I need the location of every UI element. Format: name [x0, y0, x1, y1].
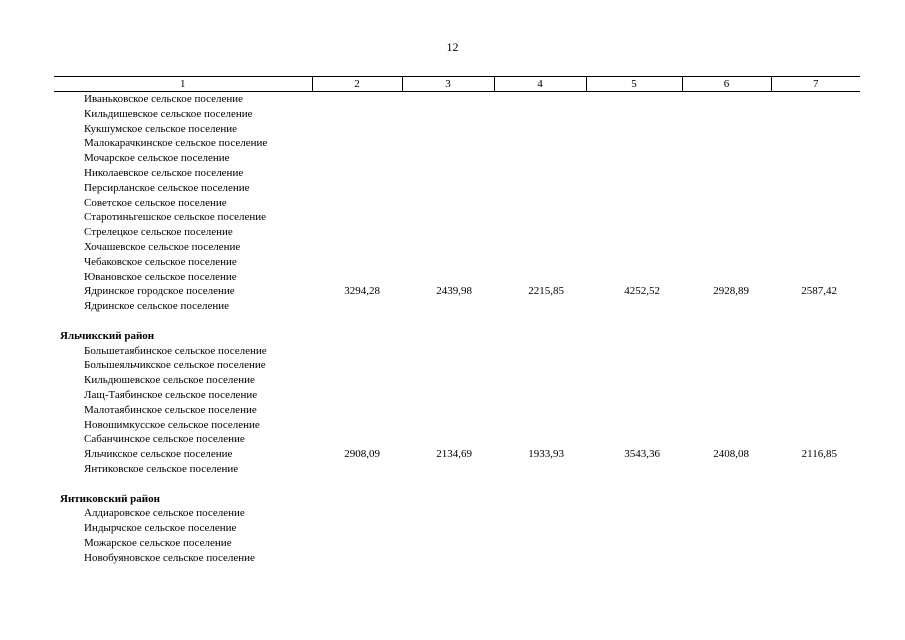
value-cell-col-6 [682, 151, 771, 166]
value-cell-col-4 [494, 373, 586, 388]
value-cell-col-5 [586, 551, 682, 566]
value-cell-col-3 [402, 388, 494, 403]
value-cell-col-5 [586, 536, 682, 551]
value-cell-col-7 [771, 107, 860, 122]
value-cell-col-4 [494, 344, 586, 359]
settlement-name: Индырчское сельское поселение [84, 522, 237, 535]
value-cell-col-4 [494, 506, 586, 521]
value-cell-col-2 [312, 210, 402, 225]
value-cell-col-2 [312, 166, 402, 181]
value-cell-col-4: 2215,85 [528, 285, 564, 298]
value-cell-col-2 [312, 270, 402, 285]
settlement-name: Старотиньгешское сельское поселение [84, 211, 267, 224]
value-cell-col-2 [312, 418, 402, 433]
column-header-1: 1 [54, 77, 312, 92]
value-cell-col-5 [586, 344, 682, 359]
value-cell-col-6 [682, 255, 771, 270]
column-header-5: 5 [586, 77, 682, 92]
value-cell-col-4 [494, 358, 586, 373]
value-cell-col-7 [771, 506, 860, 521]
table-row [54, 225, 860, 240]
table-row [54, 344, 860, 359]
value-cell-col-6 [682, 536, 771, 551]
table-header [54, 77, 860, 92]
value-cell-col-6 [682, 181, 771, 196]
table-row [54, 196, 860, 211]
value-cell-col-7 [771, 521, 860, 536]
value-cell-col-3 [402, 255, 494, 270]
value-cell-col-3 [402, 373, 494, 388]
value-cell-col-6 [682, 373, 771, 388]
value-cell-col-4 [494, 166, 586, 181]
value-cell-col-2 [312, 344, 402, 359]
value-cell-col-7 [771, 418, 860, 433]
value-cell-col-4 [494, 536, 586, 551]
value-cell-col-4 [494, 136, 586, 151]
spacer-cell [54, 314, 860, 329]
value-cell-col-3 [402, 166, 494, 181]
value-cell-col-3 [402, 506, 494, 521]
value-cell-col-2 [312, 373, 402, 388]
district-heading-row [54, 329, 860, 344]
value-cell-col-5 [586, 462, 682, 477]
settlement-name: Малокарачкинское сельское поселение [84, 137, 268, 150]
value-cell-col-3: 2134,69 [436, 448, 472, 461]
table-row [54, 122, 860, 137]
value-cell-col-5 [586, 388, 682, 403]
value-cell-col-5 [586, 107, 682, 122]
value-cell-col-2 [312, 196, 402, 211]
value-cell-col-5 [586, 210, 682, 225]
value-cell-col-3 [402, 403, 494, 418]
settlement-name: Мочарское сельское поселение [84, 152, 230, 165]
value-cell-col-7 [771, 270, 860, 285]
value-cell-col-6 [682, 299, 771, 314]
value-cell-col-7 [771, 299, 860, 314]
value-cell-col-7 [771, 210, 860, 225]
table-row [54, 299, 860, 314]
spacer-cell [54, 477, 860, 492]
data-table [54, 76, 860, 566]
value-cell-col-7 [771, 181, 860, 196]
value-cell-col-7 [771, 432, 860, 447]
settlement-name: Персирланское сельское поселение [84, 181, 250, 194]
value-cell-col-3 [402, 107, 494, 122]
column-header-4: 4 [494, 77, 586, 92]
value-cell-col-4 [494, 151, 586, 166]
table-row [54, 270, 860, 285]
value-cell-col-2 [312, 403, 402, 418]
value-cell-col-3 [402, 181, 494, 196]
value-cell-col-6 [682, 196, 771, 211]
value-cell-col-2 [312, 225, 402, 240]
value-cell-col-5 [586, 299, 682, 314]
value-cell-col-4 [494, 521, 586, 536]
value-cell-col-6 [682, 551, 771, 566]
value-cell-col-3 [402, 92, 494, 107]
settlement-name: Малотаябинское сельское поселение [84, 403, 257, 416]
value-cell-col-5 [586, 225, 682, 240]
value-cell-col-5 [586, 92, 682, 107]
spacer-row [54, 477, 860, 492]
settlement-name: Ювановское сельское поселение [84, 270, 237, 283]
value-cell-col-4 [494, 270, 586, 285]
value-cell-col-4 [494, 225, 586, 240]
value-cell-col-6 [682, 122, 771, 137]
table-row [54, 151, 860, 166]
value-cell-col-7 [771, 196, 860, 211]
value-cell-col-7 [771, 240, 860, 255]
settlement-name: Стрелецкое сельское поселение [84, 226, 233, 239]
value-cell-col-6 [682, 225, 771, 240]
settlement-name: Большеяльчикское сельское поселение [84, 359, 266, 372]
value-cell-col-4 [494, 92, 586, 107]
value-cell-col-2 [312, 240, 402, 255]
value-cell-col-4 [494, 403, 586, 418]
district-heading: Янтиковский район [60, 492, 160, 505]
table-row [54, 240, 860, 255]
value-cell-col-2 [312, 521, 402, 536]
value-cell-col-2 [312, 462, 402, 477]
settlement-name: Лащ-Таябинское сельское поселение [84, 388, 258, 401]
value-cell-col-3 [402, 344, 494, 359]
settlement-name: Кильдишевское сельское поселение [84, 107, 253, 120]
value-cell-col-7 [771, 462, 860, 477]
table-row [54, 358, 860, 373]
settlement-name: Алдиаровское сельское поселение [84, 507, 245, 520]
settlement-name: Новошимкусское сельское поселение [84, 418, 260, 431]
value-cell-col-6 [682, 270, 771, 285]
value-cell-col-2 [312, 136, 402, 151]
value-cell-col-4 [494, 255, 586, 270]
table-row [54, 255, 860, 270]
value-cell-col-7 [771, 255, 860, 270]
value-cell-col-5 [586, 403, 682, 418]
value-cell-col-5 [586, 358, 682, 373]
settlement-name: Можарское сельское поселение [84, 536, 232, 549]
column-header-7: 7 [771, 77, 860, 92]
value-cell-col-3 [402, 418, 494, 433]
value-cell-col-6 [682, 166, 771, 181]
value-cell-col-4 [494, 196, 586, 211]
value-cell-col-5 [586, 240, 682, 255]
value-cell-col-5 [586, 270, 682, 285]
value-cell-col-5 [586, 432, 682, 447]
value-cell-col-7: 2116,85 [801, 448, 837, 461]
value-cell-col-2 [312, 432, 402, 447]
table-row [54, 181, 860, 196]
value-cell-col-6 [682, 388, 771, 403]
value-cell-col-4 [494, 432, 586, 447]
value-cell-col-5 [586, 418, 682, 433]
value-cell-col-2 [312, 506, 402, 521]
value-cell-col-3 [402, 521, 494, 536]
value-cell-col-7 [771, 536, 860, 551]
value-cell-col-6 [682, 521, 771, 536]
value-cell-col-2 [312, 388, 402, 403]
table-row [54, 551, 860, 566]
value-cell-col-5 [586, 373, 682, 388]
value-cell-col-6 [682, 240, 771, 255]
table-row [54, 432, 860, 447]
value-cell-col-6 [682, 506, 771, 521]
table-row [54, 136, 860, 151]
value-cell-col-6: 2408,08 [713, 448, 749, 461]
value-cell-col-6 [682, 210, 771, 225]
value-cell-col-6 [682, 344, 771, 359]
value-cell-col-3 [402, 432, 494, 447]
value-cell-col-3 [402, 551, 494, 566]
value-cell-col-4 [494, 210, 586, 225]
value-cell-col-2 [312, 358, 402, 373]
value-cell-col-2 [312, 151, 402, 166]
value-cell-col-3 [402, 358, 494, 373]
table-row [54, 462, 860, 477]
value-cell-col-2 [312, 299, 402, 314]
value-cell-col-2 [312, 536, 402, 551]
value-cell-col-4 [494, 418, 586, 433]
value-cell-col-2 [312, 122, 402, 137]
value-cell-col-7 [771, 136, 860, 151]
value-cell-col-2 [312, 92, 402, 107]
value-cell-col-4 [494, 122, 586, 137]
table-row [54, 373, 860, 388]
value-cell-col-4 [494, 299, 586, 314]
spacer-row [54, 314, 860, 329]
value-cell-col-3 [402, 122, 494, 137]
header-row [54, 77, 860, 92]
value-cell-col-5 [586, 166, 682, 181]
value-cell-col-7 [771, 551, 860, 566]
value-cell-col-6 [682, 403, 771, 418]
value-cell-col-5 [586, 151, 682, 166]
value-cell-col-5 [586, 521, 682, 536]
value-cell-col-3 [402, 299, 494, 314]
settlement-name: Янтиковское сельское поселение [84, 462, 239, 475]
value-cell-col-3: 2439,98 [436, 285, 472, 298]
district-heading: Яльчикский район [60, 329, 155, 342]
value-cell-col-5: 3543,36 [624, 448, 660, 461]
value-cell-col-2 [312, 181, 402, 196]
table-row [54, 284, 860, 299]
value-cell-col-3 [402, 151, 494, 166]
value-cell-col-4 [494, 388, 586, 403]
table-body [54, 92, 860, 566]
settlement-name: Советское сельское поселение [84, 196, 227, 209]
value-cell-col-4 [494, 181, 586, 196]
value-cell-col-6 [682, 462, 771, 477]
table-row [54, 107, 860, 122]
value-cell-col-3 [402, 210, 494, 225]
table-row [54, 166, 860, 181]
value-cell-col-7 [771, 225, 860, 240]
value-cell-col-6 [682, 418, 771, 433]
value-cell-col-7 [771, 166, 860, 181]
value-cell-col-7 [771, 344, 860, 359]
value-cell-col-5 [586, 506, 682, 521]
value-cell-col-6 [682, 432, 771, 447]
value-cell-col-7 [771, 388, 860, 403]
table-row [54, 92, 860, 107]
value-cell-col-6: 2928,89 [713, 285, 749, 298]
value-cell-col-4 [494, 462, 586, 477]
settlement-name: Кукшумское сельское поселение [84, 122, 238, 135]
value-cell-col-3 [402, 196, 494, 211]
value-cell-col-5 [586, 122, 682, 137]
value-cell-col-5 [586, 196, 682, 211]
settlement-name: Чебаковское сельское поселение [84, 255, 237, 268]
column-header-6: 6 [682, 77, 771, 92]
settlement-name: Ядринское городское поселение [84, 285, 235, 298]
value-cell-col-2: 3294,28 [344, 285, 380, 298]
value-cell-col-3 [402, 270, 494, 285]
settlement-name: Яльчикское сельское поселение [84, 448, 233, 461]
district-heading-row [54, 492, 860, 507]
value-cell-col-6 [682, 92, 771, 107]
value-cell-col-3 [402, 225, 494, 240]
settlement-name: Кильдюшевское сельское поселение [84, 374, 255, 387]
value-cell-col-7 [771, 373, 860, 388]
value-cell-col-2 [312, 551, 402, 566]
value-cell-col-4 [494, 551, 586, 566]
table-row [54, 536, 860, 551]
value-cell-col-5 [586, 255, 682, 270]
settlement-name: Ядринское сельское поселение [84, 300, 230, 313]
settlement-name: Большетаябинское сельское поселение [84, 344, 267, 357]
table-row [54, 521, 860, 536]
value-cell-col-3 [402, 240, 494, 255]
value-cell-col-7 [771, 92, 860, 107]
table-row [54, 403, 860, 418]
settlement-name: Хочашевское сельское поселение [84, 240, 241, 253]
value-cell-col-7: 2587,42 [801, 285, 837, 298]
table-row [54, 388, 860, 403]
table-row [54, 447, 860, 462]
value-cell-col-5 [586, 136, 682, 151]
value-cell-col-4: 1933,93 [528, 448, 564, 461]
value-cell-col-6 [682, 107, 771, 122]
value-cell-col-3 [402, 536, 494, 551]
value-cell-col-7 [771, 122, 860, 137]
table-row [54, 210, 860, 225]
table-row [54, 506, 860, 521]
value-cell-col-2 [312, 107, 402, 122]
value-cell-col-3 [402, 136, 494, 151]
value-cell-col-3 [402, 462, 494, 477]
settlement-name: Новобуяновское сельское поселение [84, 551, 255, 564]
settlement-name: Сабанчинское сельское поселение [84, 433, 245, 446]
value-cell-col-4 [494, 107, 586, 122]
value-cell-col-2: 2908,09 [344, 448, 380, 461]
settlement-name: Иваньковское сельское поселение [84, 93, 244, 105]
value-cell-col-5 [586, 181, 682, 196]
value-cell-col-7 [771, 151, 860, 166]
value-cell-col-4 [494, 240, 586, 255]
value-cell-col-6 [682, 358, 771, 373]
value-cell-col-7 [771, 358, 860, 373]
value-cell-col-7 [771, 403, 860, 418]
table-row [54, 418, 860, 433]
value-cell-col-6 [682, 136, 771, 151]
column-header-3: 3 [402, 77, 494, 92]
value-cell-col-2 [312, 255, 402, 270]
column-header-2: 2 [312, 77, 402, 92]
settlement-name: Николаевское сельское поселение [84, 166, 244, 179]
value-cell-col-5: 4252,52 [624, 285, 660, 298]
page-number: 12 [446, 40, 459, 54]
